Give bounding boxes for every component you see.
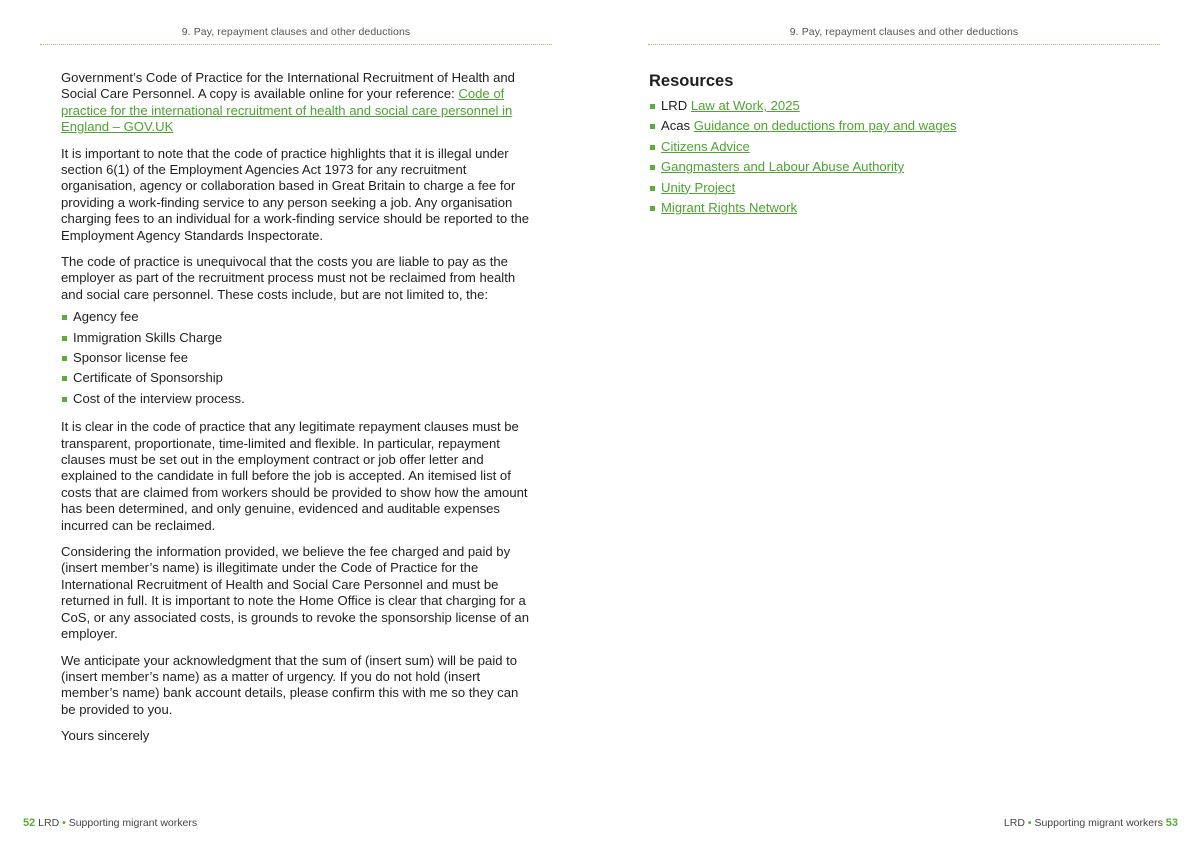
migrant-rights-network-link[interactable]: Migrant Rights Network [661,199,798,215]
page-number: 53 [1165,817,1178,829]
square-bullet-icon [62,356,67,361]
citizens-advice-link[interactable]: Citizens Advice [661,138,750,154]
page-number: 52 [23,817,36,829]
closing-salutation: Yours sincerely [61,728,150,744]
header-divider [648,44,1160,45]
square-bullet-icon [62,376,67,381]
paragraph-repayment-clauses: It is clear in the code of practice that any legitimate repayment clauses must be transparent, proportionate, time-limited and flexible. In particular, repayment clauses must be set out in the employment contract or job offer letter and explained to the candidate in full before the job is accepted. An itemised list of costs that are claimed from workers should be provided to show how the amount has been determined, and only genuine, evidenced and auditable expenses incurred can be reclaimed. [61,419,528,533]
paragraph-costs-intro: The code of practice is unequivocal that the costs you are liable to pay as the employer as part of the recruitment process must not be reclaimed from health and social care personnel. These costs include, but are not limited to, the: [61,254,516,302]
paragraph-illegal-fees: It is important to note that the code of practice highlights that it is illegal under section 6(1) of the Employment Agencies Act 1973 for any recruitment organisation, agency or collaboration based in Great Britain to charge a fee for providing a work-finding service to any person seeking a job. Any organisation charging fees to an individual for a work-finding service should be reported to the Employment Agency Standards Inspectorate. [61,145,530,243]
resource-item-lrd: LRD Law at Work, 2025 [649,96,1129,116]
square-bullet-icon [650,186,655,191]
resource-item-acas: Acas Guidance on deductions from pay and wages [649,116,1129,136]
footer-publisher: LRD [1003,817,1025,829]
square-bullet-icon [650,145,655,150]
law-at-work-link[interactable]: Law at Work, 2025 [690,98,800,113]
square-bullet-icon [650,206,655,211]
page-footer [23,817,197,829]
letter-body [61,70,536,755]
resource-item-citizens-advice [649,137,1129,157]
resource-item-mrn [649,198,1129,218]
list-item: Cost of the interview process. [61,389,536,409]
footer-separator: • [1027,817,1032,829]
header-divider [40,44,552,45]
square-bullet-icon [62,397,67,402]
square-bullet-icon [62,315,67,320]
acas-deductions-guidance-link[interactable]: Guidance on deductions from pay and wages [693,118,957,134]
footer-title: Supporting migrant workers [68,817,198,829]
footer-title: Supporting migrant workers [1034,817,1163,829]
square-bullet-icon [650,165,655,170]
paragraph-text: Government’s Code of Practice for the International Recruitment of Health and Social Care Personnel. A copy is available online for your reference: [61,70,515,102]
cost-list [61,307,536,409]
resources-section [649,70,1129,218]
footer-publisher: LRD [38,817,60,829]
running-head: 9. Pay, repayment clauses and other deductions [789,26,1019,38]
square-bullet-icon [62,336,67,341]
list-item: Agency fee [61,307,536,327]
square-bullet-icon [650,124,655,129]
resource-item-unity [649,178,1129,198]
paragraph-code-reference [61,70,536,136]
running-head: 9. Pay, repayment clauses and other deductions [181,26,411,38]
code-of-practice-link[interactable]: Code of practice for the international recruitment of health and social care personnel in England – GOV.UK [61,86,513,135]
unity-project-link[interactable]: Unity Project [661,179,736,195]
paragraph-fee-illegitimate: Considering the information provided, we believe the fee charged and paid by (insert member’s name) is illegitimate under the Code of Practice for the International Recruitment of Health and Social Care Personnel and must be returned in full. It is important to note the Home Office is clear that charging for a CoS, or any associated costs, is grounds to revoke the sponsorship license of an employer. [61,544,529,642]
list-item: Sponsor license fee [61,348,536,368]
resources-list [649,96,1129,218]
list-item: Certificate of Sponsorship [61,368,536,388]
resource-item-gla [649,157,1129,177]
list-item: Immigration Skills Charge [61,328,536,348]
paragraph-payment-request: We anticipate your acknowledgment that the sum of (insert sum) will be paid to (insert member’s name) as a matter of urgency. If you do not hold (insert member’s name) bank account details, please confirm this with me so they can be provided to you. [61,652,519,717]
resources-heading: Resources [649,72,734,90]
square-bullet-icon [650,104,655,109]
footer-separator: • [62,817,66,829]
gangmasters-authority-link[interactable]: Gangmasters and Labour Abuse Authority [661,159,905,175]
